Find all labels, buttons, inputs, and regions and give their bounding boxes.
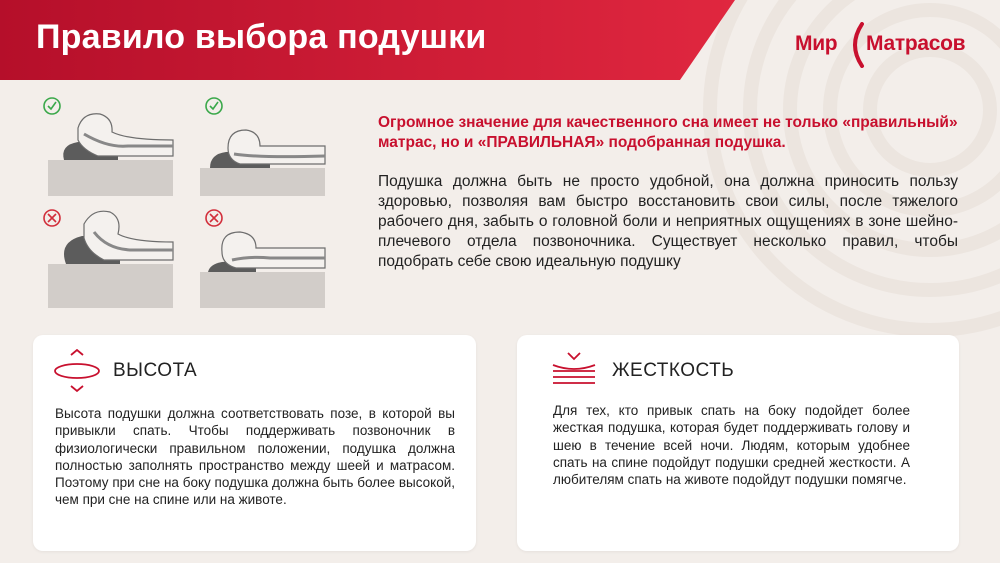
- pillow-height-icon: [53, 349, 101, 393]
- card-height-title: ВЫСОТА: [113, 360, 198, 381]
- page-title: Правило выбора подушки: [36, 18, 487, 56]
- pillow-example-wrong-1: [38, 202, 173, 302]
- cross-circle-icon: [206, 210, 222, 226]
- card-height-text: Высота подушки должна соответствовать позе, в которой вы привыкли спать. Чтобы поддерживать позвоночник в физиологически правильном положении, подушка должна полностью заполнять пространство между шеей и матрасом. Поэтому при сне на боку подушка должна быть более высокой, чем при сне на спине или на животе.: [55, 406, 455, 508]
- cross-circle-icon: [44, 210, 60, 226]
- logo-word-mir: Мир: [795, 32, 838, 55]
- pillow-examples-grid: [38, 90, 338, 310]
- pillow-example-wrong-2: [200, 202, 335, 302]
- card-firmness: [517, 335, 959, 551]
- pillow-firmness-icon: [551, 351, 597, 387]
- logo-arc-icon: [846, 22, 866, 68]
- intro-body: Подушка должна быть не просто удобной, она должна приносить пользу здоровью, позволяя вам быстро восстановить свои силы, после тяжелого рабочего дня, забыть о головной боли и неприятных ощущениях в зоне шейно-плечевого отдела позвоночника. Существует несколько правил, чтобы подобрать себе свою идеальную подушку: [378, 173, 958, 270]
- intro-title: Огромное значение для качественного сна имеет не только «правильный» матрас, но и «ПРАВИЛЬНАЯ» подобранная подушка.: [378, 114, 958, 151]
- check-circle-icon: [206, 98, 222, 114]
- pillow-example-correct-2: [200, 90, 335, 190]
- logo-word-matrasov: Матрасов: [866, 32, 966, 55]
- card-height: [33, 335, 476, 551]
- check-circle-icon: [44, 98, 60, 114]
- card-firmness-title: ЖЕСТКОСТЬ: [612, 360, 735, 381]
- pillow-example-correct-1: [38, 90, 173, 190]
- card-firmness-text: Для тех, кто привык спать на боку подойдет более жесткая подушка, которая будет поддерживать голову и шею в течение всей ночи. Людям, которым удобнее спать на спине подойдут подушки средней жесткости. А любителям спать на животе подойдут подушки помягче.: [553, 403, 910, 488]
- brand-logo: [790, 20, 970, 70]
